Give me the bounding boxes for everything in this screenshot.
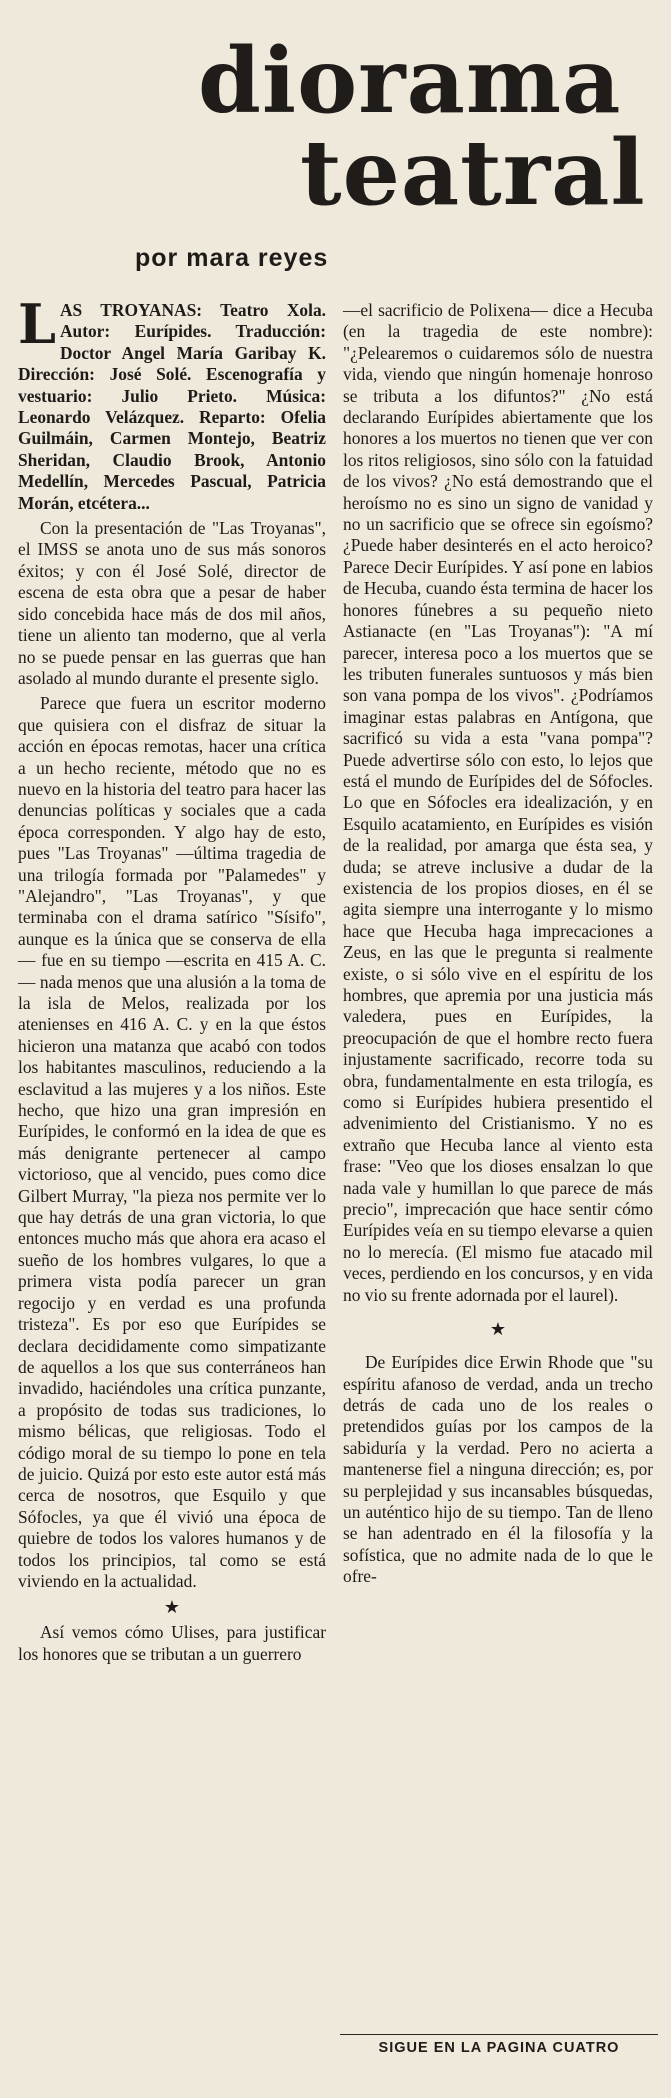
paragraph-2: Parece que fuera un escritor moderno que quisiera con el disfraz de situar la acción en épocas remotas, hacer una crítica a un hecho reciente, método que no es nuevo en la historia del teatro para hacer las denuncias políticas y sociales que a cada época corresponden. Y algo hay de esto, pues "Las Troyanas" —última tragedia de una trilogía formada por "Palamedes" y "Alejandro", "Las Troyanas", y que terminaba con el drama satírico "Sísifo", aunque es la única que se conserva de ella— fue en su tiempo —escrita en 415 A. C.— nada menos que una alusión a la toma de la isla de Melos, realizada por los atenienses en 416 A. C. y en la que éstos hicieron una matanza que acabó con todos los habitantes masculinos, reduciendo a la esclavitud a las mujeres y a los niños. Este hecho, que hizo una gran impresión en Eurípides, le conformó en la idea de que es más denigrante pertenecer al campo victorioso, que al vencido, pues como dice Gilbert Murray, "la pieza nos permite ver lo que hay detrás de una gran victoria, lo que entonces mucho más que ahora era acaso el sueño de los hombres vulgares, lo que a primera vista podía parecer un gran regocijo y en verdad es una profunda tristeza". Es por eso que Eurípides se declara decididamente como simpatizante de aquellos a los que sus conterráneos han invadido, haciéndoles una crítica punzante, a propósito de todas sus tradiciones, lo mismo bélicas, que religiosas. Todo el código moral de su tiempo lo pone en tela de juicio. Quizá por esto este autor está más cerca de nosotros, que Esquilo y que Sófocles, ya que él vivió una época de quiebre de todos los valores humanos y de todos los principios, tal como se está viviendo en la actualidad. <box>18 693 326 1591</box>
credits-paragraph <box>18 292 326 514</box>
paragraph-3: Así vemos cómo Ulises, para justificar los honores que se tributan a un guerrero <box>18 1622 326 1664</box>
paragraph-5: De Eurípides dice Erwin Rhode que "su espíritu afanoso de verdad, anda un trecho detrás de cada uno de los reales o pretendidos guías por los campos de la sabiduría y la verdad. Pero no acierta a mantenerse fiel a ninguna dirección; es, por su perplejidad y sus incansables búsquedas, un auténtico hijo de su tiempo. Tan de lleno se han adentrado en él la filosofía y la sofística, que no admite nada de lo que le ofre- <box>343 1352 653 1587</box>
star-divider-right: ★ <box>489 1319 507 1340</box>
paragraph-1: Con la presentación de "Las Troyanas", el IMSS se anota uno de sus más sonoros éxitos; y con él José Solé, director de escena de esta obra que a pesar de haber sido concebida hace más de dos mil años, tiene un aliento tan moderno, que al verla no se puede pensar en las guerras que han asolado al mundo durante el presente siglo. <box>18 518 326 688</box>
continued-notice: SIGUE EN LA PAGINA CUATRO <box>378 2040 620 2056</box>
credits-text: AS TROYANAS: Teatro Xola. Autor: Eurípides. Traducción: Doctor Angel María Garibay K. Dirección: José Solé. Escenografía y vestuario: Julio Prieto. Música: Leonardo Velázquez. Reparto: Ofelia Guilmáin, Carmen Montejo, Beatriz Sheridan, Claudio Brook, Antonio Medellín, Mercedes Pascual, Patricia Morán, etcétera... <box>18 300 326 513</box>
title-line-1: diorama <box>198 28 622 134</box>
paragraph-4: —el sacrificio de Polixena— dice a Hecuba (en la tragedia de este nombre): "¿Pelearemos o cuidaremos sólo de nuestra vida, viendo que ningún homenaje honroso se tributa a los difuntos?" ¿No está declarando Eurípides abiertamente que los honores a los muertos no tienen que ver con los ritos religiosos, sino sólo con la fatuidad de los vivos? ¿No está demostrando que el heroísmo no es sino un signo de vanidad y no un sacrificio que se ofrece sin egoísmo? ¿Puede haber desinterés en el acto heroico? Parece Decir Eurípides. Y así pone en labios de Hecuba, cuando ésta termina de hacer los honores fúnebres a su pequeño nieto Astianacte (en "Las Troyanas"): "A mí parecer, interesa poco a los muertos que se les tributen funerales suntuosos y más bien son vana pompa de los vivos". ¿Podríamos imaginar estas palabras en Antígona, que sacrificó su vida a esta "vana pompa"? Puede advertirse sólo con esto, lo lejos que está el mundo de Eurípides del de Sófocles. Lo que en Sófocles era idealización, y en Esquilo acatamiento, en Eurípides es visión de la realidad, por amarga que ésta sea, y duda; se atreve inclusive a dudar de la existencia de los propios dioses, en él se agita siempre una interrogante y lo mismo hace que Hecuba haga imprecaciones a Zeus, en las que le pregunta si realmente existe, o si sólo vive en el espíritu de los hombres, que apremia por una justicia más valedera, pues en Eurípides, la preocupación de que el hombre recto fuera injustamente sacrificado, recorre toda su obra, fundamentalmente en esta trilogía, es como si Eurípides hubiera presentido el advenimiento del Cristianismo. Y no es extraño que Hecuba lance al viento esta frase: "Veo que los dioses ensalzan lo que nada vale y humillan lo que parece de más precio", imprecación que hace sentir cómo Eurípides veía en su tiempo elevarse a quien no lo merecía. (El mismo fue atacado mil veces, perdiendo en los concursos, y en vida no vio su frente adornada por el laurel). <box>343 300 653 1305</box>
drop-cap: L <box>18 292 56 356</box>
title-line-2: teatral <box>300 120 646 226</box>
article-column-left <box>18 292 326 1669</box>
article-column-right <box>343 300 653 1592</box>
star-divider-left: ★ <box>163 1597 181 1618</box>
footer-rule <box>340 2034 658 2035</box>
byline: por mara reyes <box>135 244 329 272</box>
